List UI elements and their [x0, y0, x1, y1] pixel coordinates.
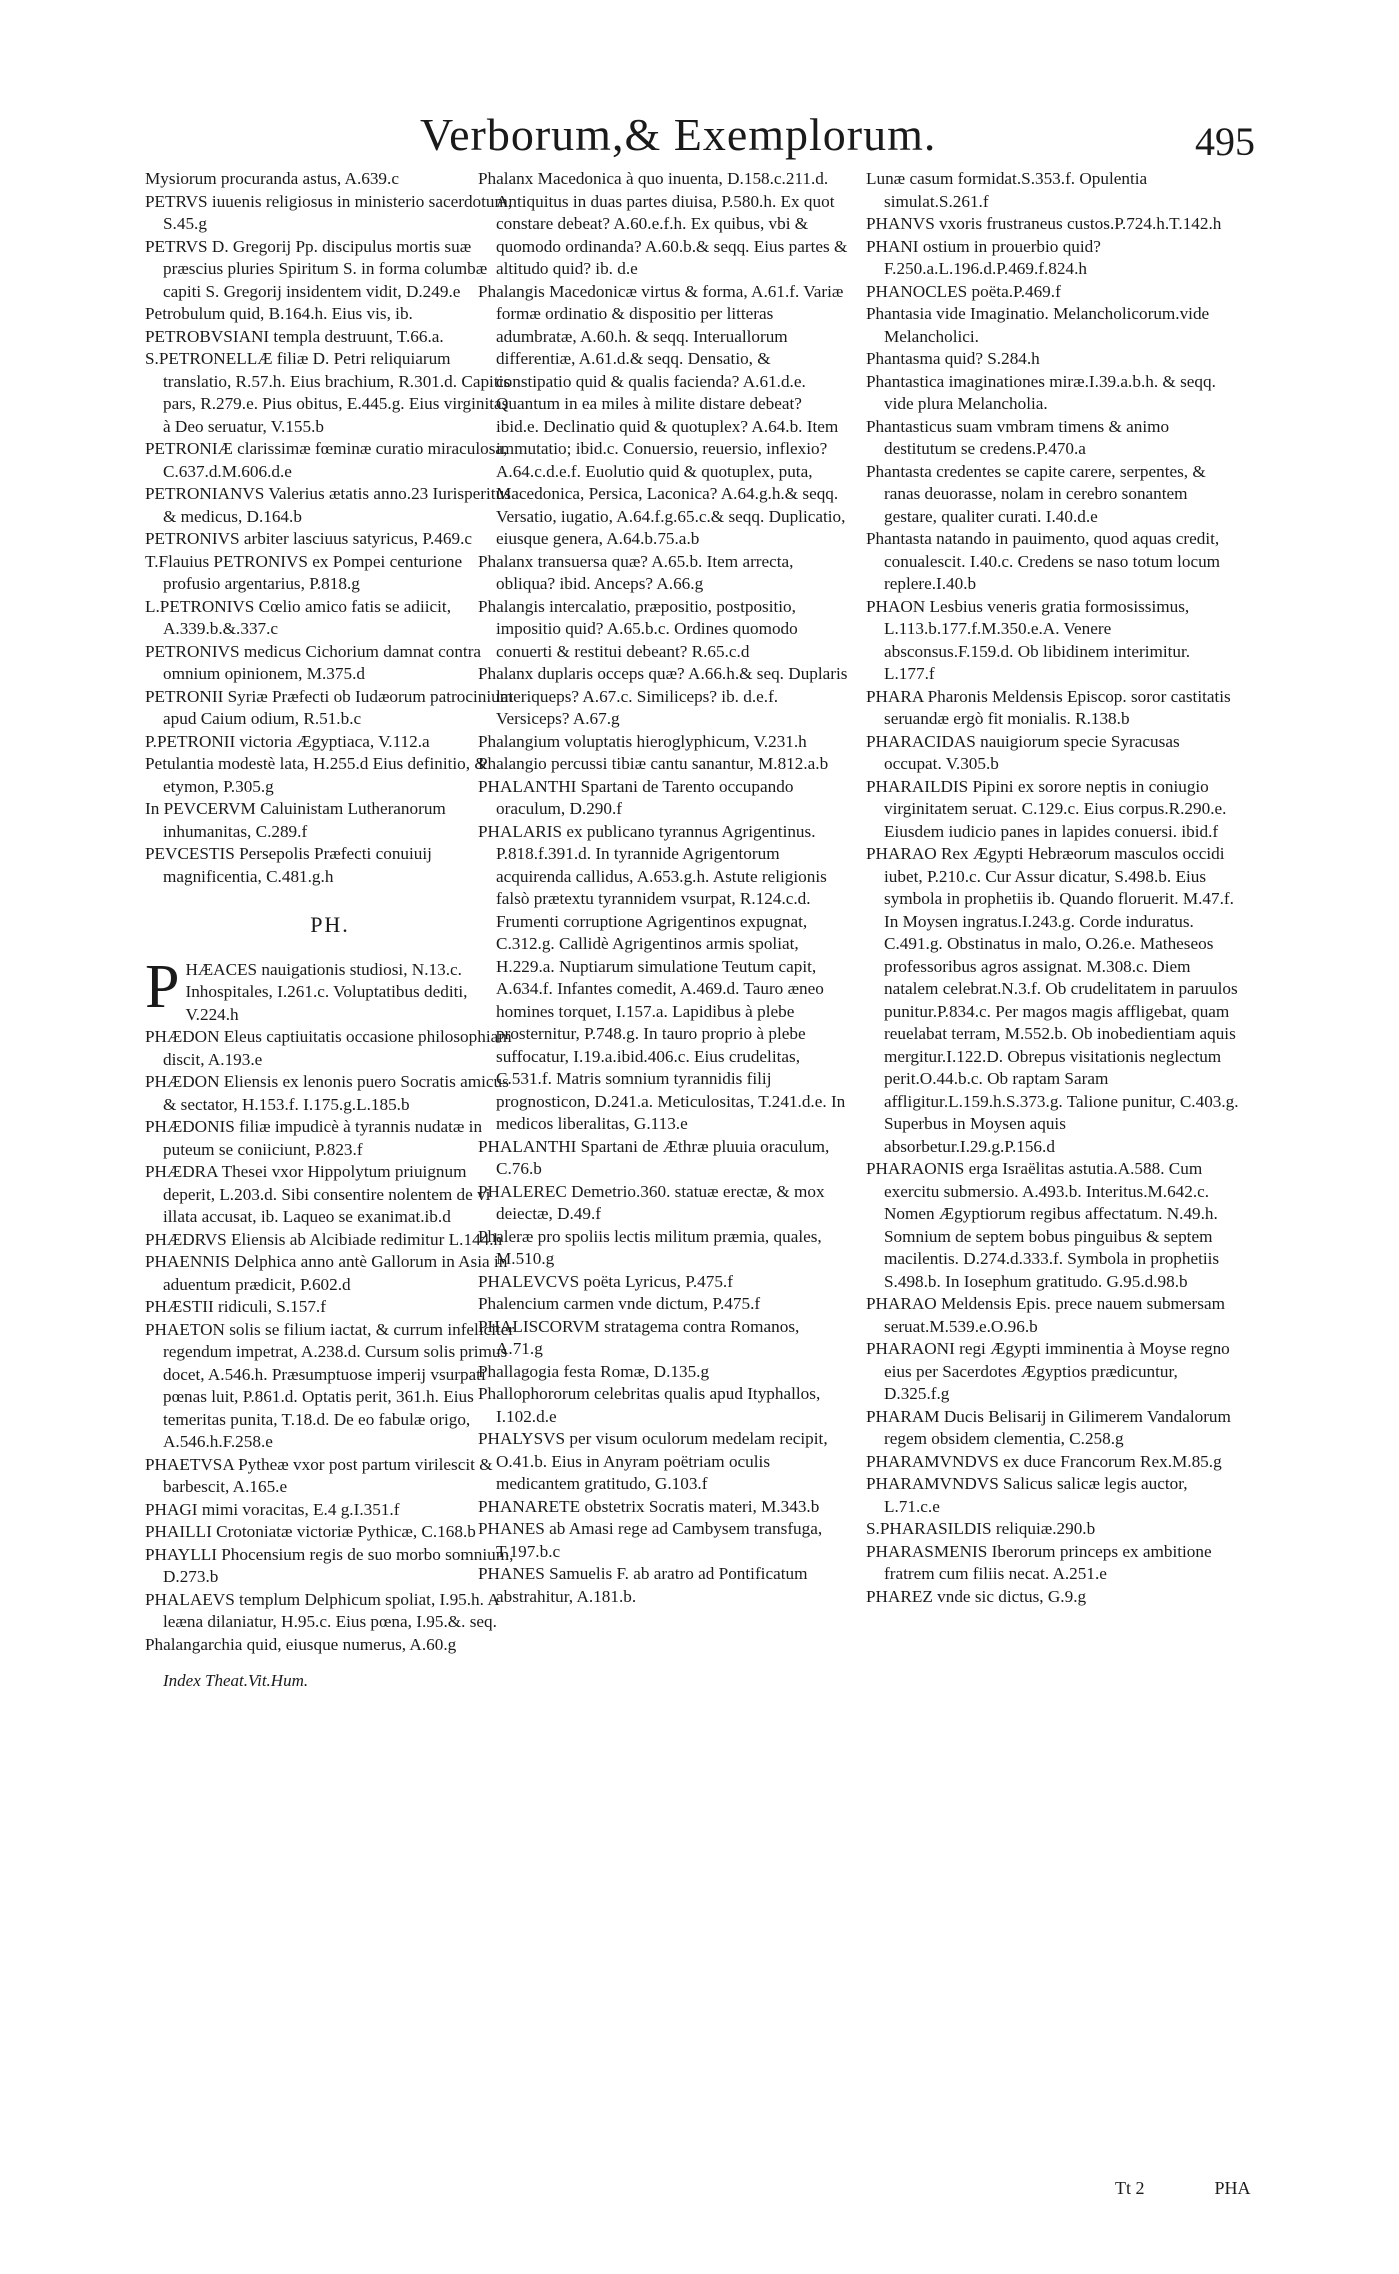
index-entry: PETRONIVS medicus Cichorium damnat contra omnium opinionem, M.375.d — [145, 641, 482, 683]
index-entry: PHAETVSA Pytheæ vxor post partum virilescit & barbescit, A.165.e — [145, 1454, 493, 1496]
index-entry: Phaleræ pro spoliis lectis militum præmia, quales, M.510.g — [478, 1226, 822, 1268]
index-entry: PHÆSTII ridiculi, S.157.f — [145, 1297, 326, 1316]
index-entry: Phantasta natando in pauimento, quod aquas credit, conualescit. I.40.c. Credens se naso totum locum replere.I.40.b — [866, 529, 1221, 593]
index-entry: Phalangis intercalatio, præpositio, postpositio, impositio quid? A.65.b.c. Ordines quomodo conuerti & restitui debeant? R.65.c.d — [478, 596, 798, 661]
index-entry: PHARACIDAS nauigiorum specie Syracusas occupat. V.305.b — [866, 731, 1180, 773]
index-entry: PHALANTHI Spartani de Æthræ pluuia oraculum, C.76.b — [478, 1136, 830, 1178]
index-entry: Phallagogia festa Romæ, D.135.g — [478, 1361, 710, 1381]
dropcap-entry — [145, 952, 515, 1027]
index-entry: PHAON Lesbius veneris gratia formosissimus, L.113.b.177.f.M.350.e.A. Venere absconsus.F.159.d. Ob libidinem interimitur. L.177.f — [866, 596, 1191, 683]
index-entry: Phalencium carmen vnde dictum, P.475.f — [478, 1294, 761, 1313]
index-entry: PHALANTHI Spartani de Tarento occupando oraculum, D.290.f — [478, 776, 794, 818]
index-entry: PHALAEVS templum Delphicum spoliat, I.95.h. A leæna dilaniatur, H.95.c. Eius pœna, I.95.&. seq. — [145, 1589, 499, 1631]
index-entry: PHARAMVNDVS Salicus salicæ legis auctor, L.71.c.e — [866, 1474, 1188, 1516]
index-entry: S.PETRONELLÆ filiæ D. Petri reliquiarum translatio, R.57.h. Eius brachium, R.301.d. Capitis pars, R.279.e. Pius obitus, E.445.g. Eius virginitas à Deo seruatur, V.155.b — [145, 349, 511, 436]
index-entry: Phalangium voluptatis hieroglyphicum, V.231.h — [478, 731, 807, 751]
index-entry: Phalanx duplaris occeps quæ? A.66.h.& seq. Duplaris lateriqueps? A.67.c. Similiceps? ib. d.e.f. Versiceps? A.67.g — [478, 664, 848, 728]
index-entry: PETRONII Syriæ Præfecti ob Iudæorum patrocinium apud Caium odium, R.51.b.c — [145, 686, 514, 728]
index-entry: T.Flauius PETRONIVS ex Pompei centurione profusio argentarius, P.818.g — [145, 551, 463, 593]
index-entry: PHARAM Ducis Belisarij in Gilimerem Vandalorum regem obsidem clementia, C.258.g — [866, 1406, 1231, 1448]
index-entry: PHANES Samuelis F. ab aratro ad Pontificatum abstrahitur, A.181.b. — [478, 1564, 808, 1606]
index-entry: In PEVCERVM Caluinistam Lutheranorum inhumanitas, C.289.f — [145, 799, 446, 841]
index-entry: PHANOCLES poëta.P.469.f — [866, 281, 1061, 301]
index-entry: PHÆDRVS Eliensis ab Alcibiade redimitur L.144.h — [145, 1229, 503, 1249]
index-entry: PHARAMVNDVS ex duce Francorum Rex.M.85.g — [866, 1451, 1222, 1471]
index-entry: PHARAONIS erga Israëlitas astutia.A.588. Cum exercitu submersio. A.493.b. Interitus.M.642.c. Nomen Ægyptiorum regibus affectatum. N.49.h. Somnium de septem bobus pinguibus & septem macilentis. D.274.d.333.f. Symbola in prophetiis S.498.b. In Iosephum gratitudo. G.95.d.98.b — [866, 1159, 1220, 1291]
page-header — [0, 108, 1399, 168]
index-entry: PHAGI mimi voracitas, E.4 g.I.351.f — [145, 1499, 400, 1519]
index-entry: Phalangis Macedonicæ virtus & forma, A.61.f. Variæ formæ ordinatio & dispositio per litteras adumbratæ, A.60.h. & seqq. Interuallorum differentiæ, A.61.d.& seqq. Densatio, & constipatio quid & qualis facienda? A.61.d.e. Quantum in ea miles à milite distare debeat? ibid.e. Declinatio quid & quotuplex? A.64.b. Item immutatio; ibid.c. Conuersio, reuersio, inflexio? A.64.c.d.e.f. Euolutio quid & quotuplex, puta, Macedonica, Persica, Laconica? A.64.g.h.& seqq. Versatio, iugatio, A.64.f.g.65.c.& seqq. Duplicatio, eiusque genera, A.64.b.75.a.b — [478, 281, 846, 548]
index-entry: PHÆDON Eleus captiuitatis occasione philosophiam discit, A.193.e — [145, 1027, 512, 1069]
index-entry: P.PETRONII victoria Ægyptiaca, V.112.a — [145, 731, 430, 751]
index-entry: PHANES ab Amasi rege ad Cambysem transfuga, T.197.b.c — [478, 1519, 823, 1561]
index-entry: Lunæ casum formidat.S.353.f. Opulentia simulat.S.261.f — [866, 169, 1148, 211]
index-entry: PHÆDON Eliensis ex lenonis puero Socratis amicus & sectator, H.153.f. I.175.g.L.185.b — [145, 1072, 509, 1114]
index-entry: PHÆDRA Thesei vxor Hippolytum priuignum deperit, L.203.d. Sibi consentire nolentem de vi illata accusat, ib. Laqueo se exanimat.ib.d — [145, 1162, 491, 1226]
dropcap-entry-text: HÆACES nauigationis studiosi, N.13.c. Inhospitales, I.261.c. Voluptatibus dediti, V.224.h — [185, 959, 468, 1024]
index-column-middle — [478, 168, 848, 1608]
index-entry: PHARASMENIS Iberorum princeps ex ambitione fratrem cum filiis necat. A.251.e — [866, 1541, 1212, 1583]
index-entry: Phalangarchia quid, eiusque numerus, A.60.g — [145, 1634, 457, 1654]
index-entry: PETRVS D. Gregorij Pp. discipulus mortis suæ præscius pluries Spiritum S. in forma columbæ capiti S. Gregorij insidentem vidit, D.249.e — [145, 236, 488, 301]
index-entry: PHAENNIS Delphica anno antè Gallorum in Asia in aduentum prædicit, P.602.d — [145, 1252, 508, 1294]
section-heading: PH. — [310, 912, 350, 937]
index-entry: PEVCESTIS Persepolis Præfecti conuiuij magnificentia, C.481.g.h — [145, 844, 432, 886]
index-entry: PHANI ostium in prouerbio quid? F.250.a.L.196.d.P.469.f.824.h — [866, 236, 1101, 278]
index-column-right — [866, 168, 1241, 1608]
index-entry: PETRONIANVS Valerius ætatis anno.23 Iurisperitus & medicus, D.164.b — [145, 484, 511, 526]
index-entry: Phantasia vide Imaginatio. Melancholicorum.vide Melancholici. — [866, 304, 1210, 346]
index-entry: Petulantia modestè lata, H.255.d Eius definitio, & etymon, P.305.g — [145, 754, 488, 796]
index-entry: Phantastica imaginationes miræ.I.39.a.b.h. & seqq. vide plura Melancholia. — [866, 371, 1216, 413]
catchwords-line — [1115, 2178, 1251, 2199]
index-entry: PHARAO Rex Ægypti Hebræorum masculos occidi iubet, P.210.c. Cur Assur dicatur, S.498.b. Eius symbola in prophetiis ib. Quando floruerit. M.47.f. In Moysen ingratus.I.243.g. Corde induratus. C.491.g. Obstinatus in malo, O.26.e. Matheseos professoribus agros assignat. M.308.c. Diem natalem celebrat.N.3.f. Ob crudelitatem in paruulos punitur.P.834.c. Per magos magis affligebat, quam reuelabat terram, M.552.b. Ob inobedientiam aquis mergitur.I.122.D. Obrepus visitationis neglectum perit.O.44.b.c. Ob raptam Saram affligitur.L.159.h.S.373.g. Talione punitur, C.403.g. Superbus in Moysen aquis absorbetur.I.29.g.P.156.d — [866, 844, 1239, 1156]
index-entry: Phantasticus suam vmbram timens & animo destitutum se credens.P.470.a — [866, 416, 1170, 458]
index-entry: Phallophororum celebritas qualis apud Ityphallos, I.102.d.e — [478, 1384, 821, 1426]
page-number: 495 — [1195, 119, 1255, 164]
index-entry: Phalanx transuersa quæ? A.65.b. Item arrecta, obliqua? ibid. Anceps? A.66.g — [478, 551, 794, 593]
index-entry: Mysiorum procuranda astus, A.639.c — [145, 169, 399, 188]
index-entry: Phalangio percussi tibiæ cantu sanantur, M.812.a.b — [478, 754, 829, 773]
index-entry: PHÆDONIS filiæ impudicè à tyrannis nudatæ in puteum se coniiciunt, P.823.f — [145, 1117, 483, 1159]
running-title: Verborum,& Exemplorum. — [420, 109, 937, 160]
index-entry: PHAYLLI Phocensium regis de suo morbo somnium, D.273.b — [145, 1544, 514, 1586]
index-entry: PHALEREC Demetrio.360. statuæ erectæ, & mox deiectæ, D.49.f — [478, 1181, 825, 1223]
index-entry: PHAILLI Crotoniatæ victoriæ Pythicæ, C.168.b — [145, 1522, 476, 1541]
entries-block-1 — [145, 168, 515, 888]
index-entry: L.PETRONIVS Cœlio amico fatis se adiicit, A.339.b.&.337.c — [145, 596, 451, 638]
index-entry: PHARAILDIS Pipini ex sorore neptis in coniugio virginitatem seruat. C.129.c. Eius corpus.R.290.e. Eiusdem iudicio panes in lapides conuersi. ibid.f — [866, 776, 1227, 841]
index-column-left — [145, 168, 515, 1693]
index-entry: Phantasta credentes se capite carere, serpentes, & ranas deuorasse, nolam in cerebro sonantem gestare, qualiter curati. I.40.d.e — [866, 461, 1206, 526]
index-entry: Phantasma quid? S.284.h — [866, 349, 1040, 368]
index-entry: PHALYSVS per visum oculorum medelam recipit, O.41.b. Eius in Anyram poëtriam oculis medicantem gratitudo, G.103.f — [478, 1429, 828, 1493]
index-entry: PHALISCORVM stratagema contra Romanos, A.71.g — [478, 1316, 800, 1358]
index-entry: PHALEVCVS poëta Lyricus, P.475.f — [478, 1271, 733, 1291]
entries-block-2 — [145, 1026, 515, 1656]
index-entry: PHAREZ vnde sic dictus, G.9.g — [866, 1586, 1087, 1606]
index-entry: PHANVS vxoris frustraneus custos.P.724.h.T.142.h — [866, 214, 1222, 233]
index-entry: PETRONIÆ clarissimæ fœminæ curatio miraculosa, C.637.d.M.606.d.e — [145, 439, 508, 481]
index-entry: PHAETON solis se filium iactat, & currum infeliciter regendum impetrat, A.238.d. Cursum solis primus docet, A.546.h. Præsumptuose imperij vsurpati pœnas luit, P.861.d. Optatis perit, 361.h. Eius temeritas punita, T.18.d. De eo fabulæ origo, A.546.h.F.258.e — [145, 1319, 515, 1451]
index-entry: Phalanx Macedonica à quo inuenta, D.158.c.211.d. Antiquitus in duas partes diuisa, P.580.h. Ex quot constare debeat? A.60.e.f.h. Ex quibus, vbi & quomodo ordinanda? A.60.b.& seqq. Eius partes & altitudo quid? ib. d.e — [478, 169, 848, 278]
index-entry: PHARAO Meldensis Epis. prece nauem submersam seruat.M.539.e.O.96.b — [866, 1294, 1225, 1336]
index-entry: PHARAONI regi Ægypti imminentia à Moyse regno eius per Sacerdotes Ægyptios prædicuntur, D.325.f.g — [866, 1339, 1230, 1403]
footer-signature: Index Theat.Vit.Hum. — [163, 1671, 309, 1690]
catchword: PHA — [1214, 2178, 1251, 2198]
index-entry: PHARA Pharonis Meldensis Episcop. soror castitatis seruandæ ergò fit monialis. R.138.b — [866, 686, 1231, 728]
index-entry: S.PHARASILDIS reliquiæ.290.b — [866, 1519, 1096, 1538]
index-entry: PHANARETE obstetrix Socratis materi, M.343.b — [478, 1496, 820, 1516]
index-entry: PETRONIVS arbiter lasciuus satyricus, P.469.c — [145, 529, 472, 548]
index-entry: PETROBVSIANI templa destruunt, T.66.a. — [145, 326, 444, 346]
signature-mark: Tt 2 — [1115, 2178, 1145, 2198]
index-entry: PETRVS iuuenis religiosus in ministerio sacerdotum, S.45.g — [145, 191, 513, 233]
index-entry: PHALARIS ex publicano tyrannus Agrigentinus. P.818.f.391.d. In tyrannide Agrigentorum acquirenda callidus, A.653.g.h. Astute religionis falsò prætextu tyrannidem vsurpat, R.124.c.d. Frumenti corruptione Agrigentinos expugnat, C.312.g. Callidè Agrigentinos armis spoliat, H.229.a. Nuptiarum simulatione Teutum capit, A.634.f. Infantes comedit, A.469.d. Tauro æneo homines torquet, I.157.a. Lapidibus à plebe prosternitur, P.748.g. In tauro proprio à plebe suffocatur, I.19.a.ibid.406.c. Eius crudelitas, C.531.f. Matris somnium tyrannidis filij prognosticon, D.241.a. Meticulositas, T.241.d.e. In medicos liberalitas, G.113.e — [478, 821, 846, 1133]
index-entry: Petrobulum quid, B.164.h. Eius vis, ib. — [145, 304, 413, 323]
drop-capital: P — [145, 952, 180, 1021]
